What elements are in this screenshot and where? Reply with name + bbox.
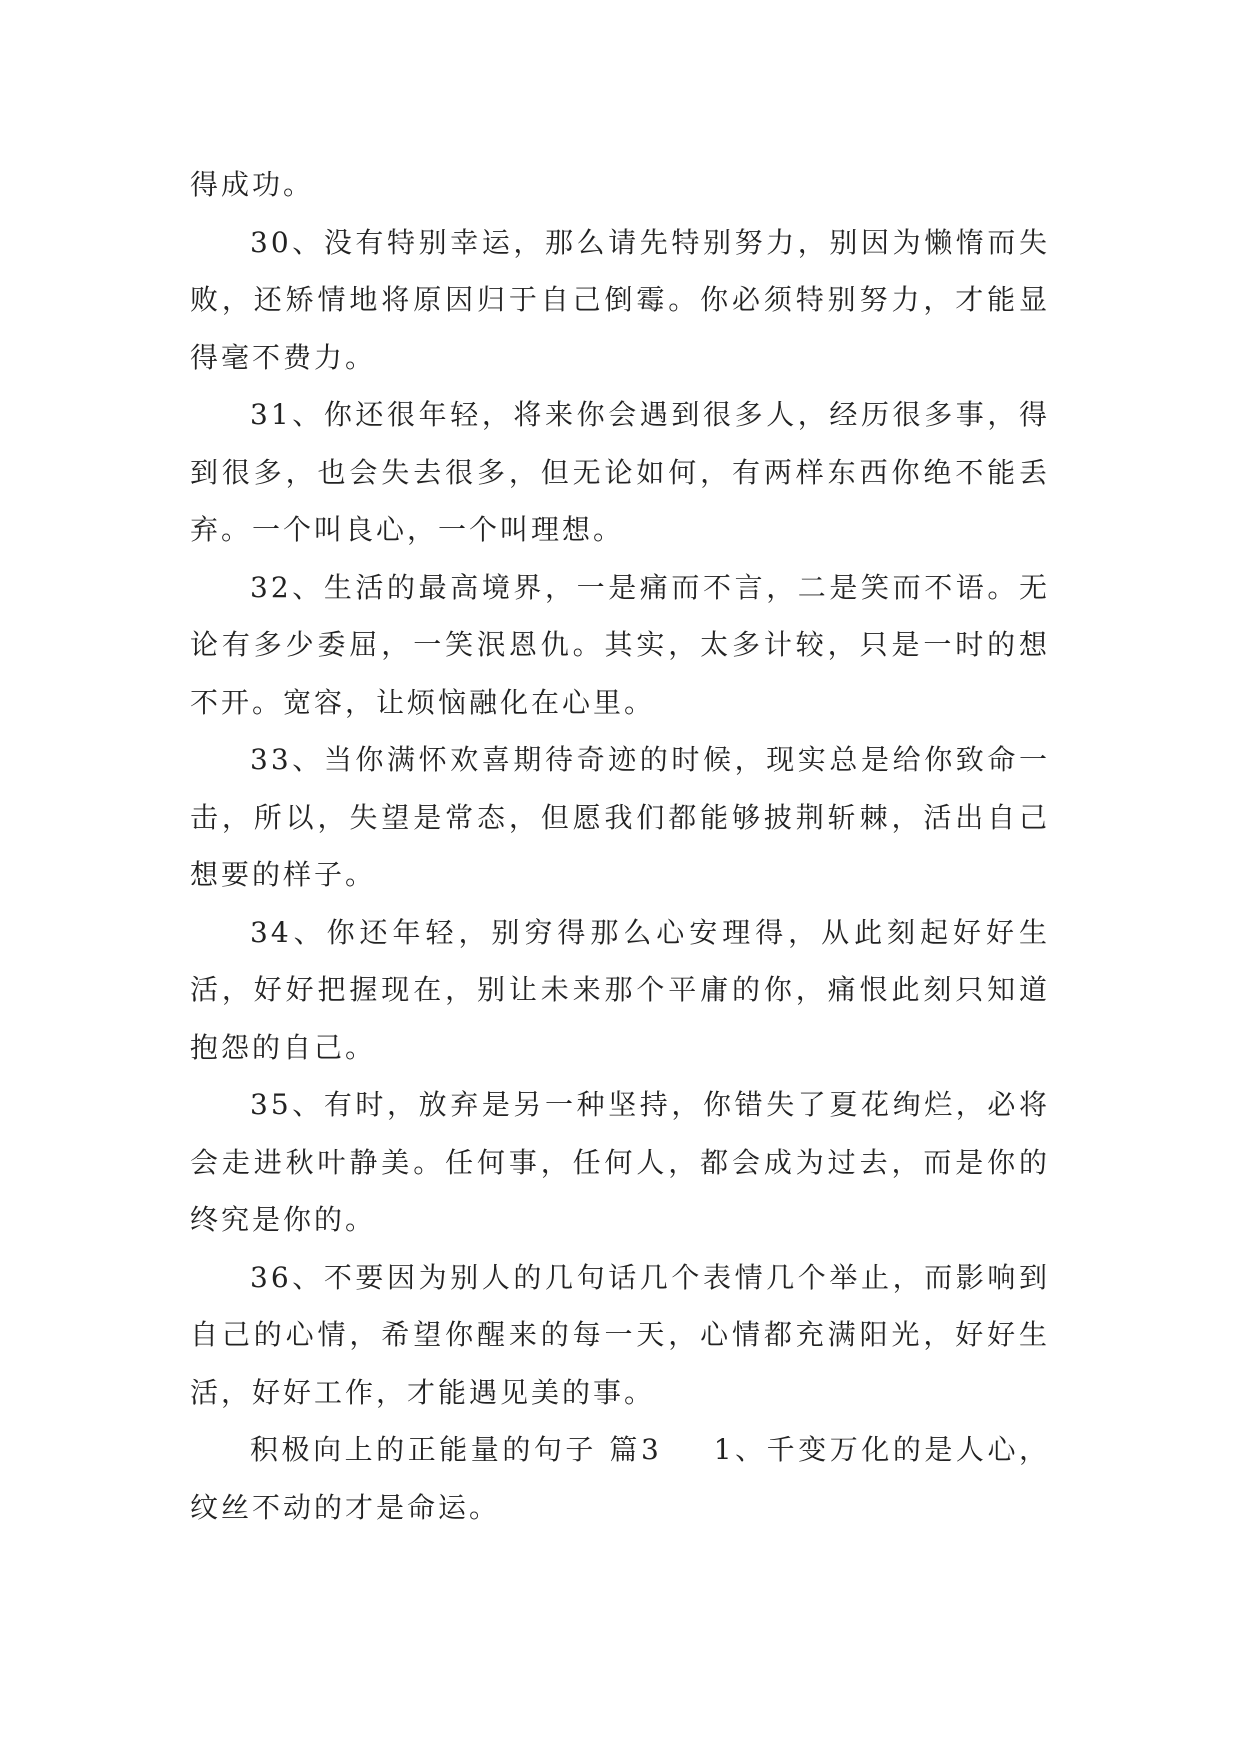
- paragraph-item-30: 30、没有特别幸运，那么请先特别努力，别因为懒惰而失败，还矫情地将原因归于自己倒霉。你必须特别努力，才能显得毫不费力。: [190, 225, 1050, 374]
- paragraph-item-33: 33、当你满怀欢喜期待奇迹的时候，现实总是给你致命一击，所以，失望是常态，但愿我们都能够披荆斩棘，活出自己想要的样子。: [190, 743, 1050, 891]
- paragraph-item-34: 34、你还年轻，别穷得那么心安理得，从此刻起好好生活，好好把握现在，别让未来那个平庸的你，痛恨此刻只知道抱怨的自己。: [190, 915, 1050, 1064]
- paragraph-item-36: 36、不要因为别人的几句话几个表情几个举止，而影响到自己的心情，希望你醒来的每一天，心情都充满阳光，好好生活，好好工作，才能遇见美的事。: [190, 1260, 1050, 1409]
- paragraph-item-31: 31、你还很年轻，将来你会遇到很多人，经历很多事，得到很多，也会失去很多，但无论如何，有两样东西你绝不能丢弃。一个叫良心，一个叫理想。: [190, 398, 1050, 546]
- document-body: [190, 156, 1050, 1536]
- section-heading: 积极向上的正能量的句子 篇3: [250, 1433, 662, 1466]
- section-first-item: 1、千变万化的是人心，纹丝不动的才是命运。: [190, 1433, 1050, 1524]
- paragraph-continuation: 得成功。: [190, 168, 315, 201]
- paragraph-item-35: 35、有时，放弃是另一种坚持，你错失了夏花绚烂，必将会走进秋叶静美。任何事，任何人，都会成为过去，而是你的终究是你的。: [190, 1088, 1050, 1236]
- paragraph-item-32: 32、生活的最高境界，一是痛而不言，二是笑而不语。无论有多少委屈，一笑泯恩仇。其实，太多计较，只是一时的想不开。宽容，让烦恼融化在心里。: [190, 570, 1050, 719]
- section-paragraph: [190, 1421, 1050, 1536]
